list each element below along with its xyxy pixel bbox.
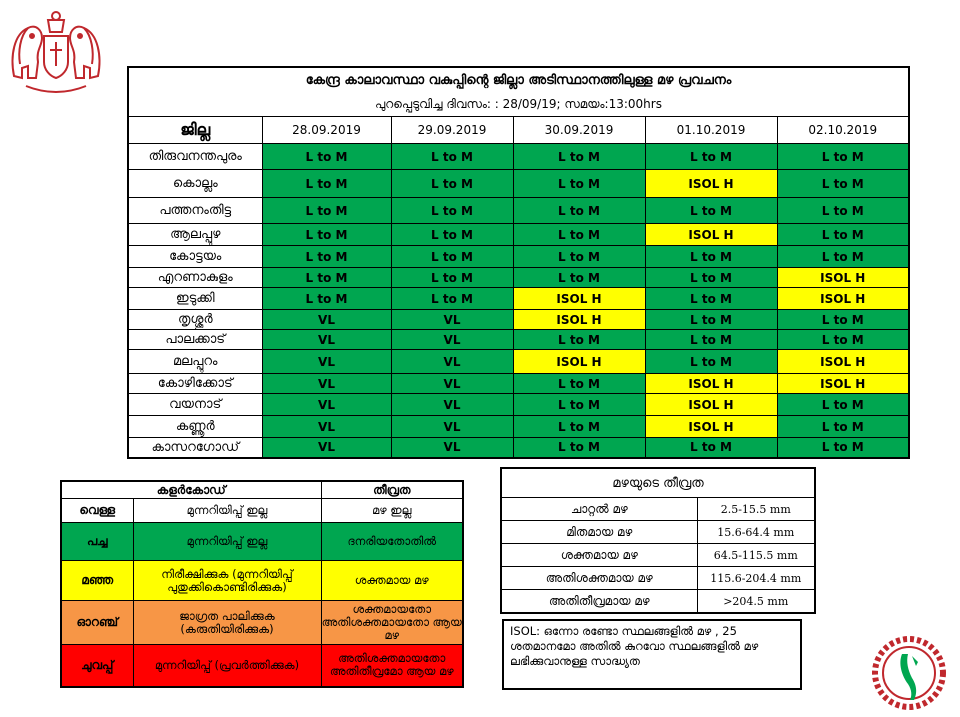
- forecast-cell: L to M: [645, 330, 777, 350]
- forecast-cell: L to M: [513, 246, 645, 268]
- isol-definition-note: ISOL: ഒന്നോ രണ്ടോ സ്ഥലങ്ങളിൽ മഴ , 25 ശതമാനമോ അതിൽ കുറവോ സ്ഥലങ്ങളിൽ മഴ ലഭിക്കുവാനുള്ള സാദ്ധ്യത: [502, 619, 802, 690]
- forecast-cell: L to M: [645, 350, 777, 374]
- intensity-row: [501, 544, 815, 567]
- forecast-cell: VL: [262, 310, 391, 330]
- forecast-cell: L to M: [513, 198, 645, 224]
- forecast-cell: L to M: [262, 170, 391, 198]
- forecast-row: [128, 438, 909, 458]
- color-name: മഞ്ഞ: [61, 561, 133, 601]
- forecast-cell: L to M: [391, 144, 513, 170]
- forecast-row: [128, 350, 909, 374]
- district-name: പത്തനംതിട്ട: [128, 198, 262, 224]
- color-code-legend-table: [60, 480, 464, 688]
- forecast-cell: L to M: [777, 198, 909, 224]
- date-header: 30.09.2019: [513, 117, 645, 144]
- forecast-cell: L to M: [391, 224, 513, 246]
- rain-severity: ശക്തമായ മഴ: [321, 561, 463, 601]
- forecast-cell: L to M: [391, 246, 513, 268]
- rain-severity: അതിശക്തമായതോ അതിതീവ്രമോ ആയ മഴ: [321, 645, 463, 687]
- date-header: 28.09.2019: [262, 117, 391, 144]
- forecast-row: [128, 374, 909, 394]
- intensity-row: [501, 590, 815, 614]
- district-name: കണ്ണൂർ: [128, 416, 262, 438]
- rain-category: ചാറ്റൽ മഴ: [501, 498, 697, 521]
- district-name: എറണാകുളം: [128, 268, 262, 288]
- forecast-cell: L to M: [645, 310, 777, 330]
- forecast-cell: L to M: [513, 170, 645, 198]
- district-name: കോഴിക്കോട്: [128, 374, 262, 394]
- disaster-management-authority-logo: [872, 636, 946, 710]
- forecast-cell: ISOL H: [645, 374, 777, 394]
- forecast-cell: VL: [391, 394, 513, 416]
- forecast-cell: L to M: [777, 330, 909, 350]
- date-header: 29.09.2019: [391, 117, 513, 144]
- forecast-cell: VL: [262, 350, 391, 374]
- forecast-cell: VL: [262, 330, 391, 350]
- forecast-rows: [128, 144, 909, 458]
- district-name: ആലപ്പുഴ: [128, 224, 262, 246]
- date-header: 02.10.2019: [777, 117, 909, 144]
- forecast-cell: L to M: [262, 288, 391, 310]
- rain-category: ശക്തമായ മഴ: [501, 544, 697, 567]
- forecast-cell: L to M: [262, 224, 391, 246]
- forecast-cell: VL: [262, 394, 391, 416]
- forecast-row: [128, 144, 909, 170]
- forecast-cell: VL: [262, 438, 391, 458]
- severity-header: തീവ്രത: [321, 481, 463, 499]
- forecast-cell: L to M: [391, 268, 513, 288]
- forecast-row: [128, 246, 909, 268]
- forecast-cell: L to M: [645, 288, 777, 310]
- forecast-cell: VL: [391, 330, 513, 350]
- forecast-cell: L to M: [513, 438, 645, 458]
- forecast-cell: VL: [391, 350, 513, 374]
- forecast-cell: L to M: [777, 438, 909, 458]
- forecast-cell: L to M: [391, 170, 513, 198]
- forecast-row: [128, 198, 909, 224]
- forecast-cell: L to M: [262, 144, 391, 170]
- color-code-row: [61, 645, 463, 687]
- rain-intensity-table: [500, 467, 816, 614]
- alert-meaning: മുന്നറിയിപ്പ് (പ്രവർത്തിക്കുക): [133, 645, 321, 687]
- forecast-cell: L to M: [645, 246, 777, 268]
- intensity-row: [501, 521, 815, 544]
- district-name: പാലക്കാട്: [128, 330, 262, 350]
- district-name: വയനാട്: [128, 394, 262, 416]
- forecast-cell: L to M: [513, 144, 645, 170]
- forecast-cell: L to M: [777, 416, 909, 438]
- forecast-title: കേന്ദ്ര കാലാവസ്ഥാ വകുപ്പിന്റെ ജില്ലാ അടിസ്ഥാനത്തിലുള്ള മഴ പ്രവചനം: [128, 67, 909, 92]
- issued-date-time: പുറപ്പെടുവിച്ച ദിവസം: : 28/09/19; സമയം:13:00hrs: [128, 92, 909, 117]
- forecast-cell: L to M: [777, 170, 909, 198]
- forecast-cell: L to M: [777, 224, 909, 246]
- forecast-cell: ISOL H: [513, 288, 645, 310]
- forecast-cell: L to M: [513, 330, 645, 350]
- intensity-rows: [501, 498, 815, 614]
- forecast-cell: ISOL H: [777, 374, 909, 394]
- forecast-row: [128, 288, 909, 310]
- district-name: കോട്ടയം: [128, 246, 262, 268]
- forecast-cell: VL: [391, 374, 513, 394]
- district-name: തൃശ്ശൂർ: [128, 310, 262, 330]
- forecast-cell: L to M: [777, 394, 909, 416]
- district-name: മലപ്പുറം: [128, 350, 262, 374]
- rain-severity: ശക്തമായതോ അതിശക്തമായതോ ആയ മഴ: [321, 601, 463, 645]
- forecast-cell: L to M: [391, 288, 513, 310]
- forecast-cell: L to M: [645, 144, 777, 170]
- district-column-header: ജില്ല: [128, 117, 262, 144]
- rain-range: 115.6-204.4 mm: [697, 567, 815, 590]
- forecast-cell: ISOL H: [777, 288, 909, 310]
- district-name: കാസറഗോഡ്: [128, 438, 262, 458]
- rain-category: മിതമായ മഴ: [501, 521, 697, 544]
- forecast-cell: ISOL H: [645, 170, 777, 198]
- color-code-header: കളർകോഡ്: [61, 481, 321, 499]
- color-code-row: [61, 561, 463, 601]
- forecast-cell: ISOL H: [645, 224, 777, 246]
- forecast-cell: VL: [391, 310, 513, 330]
- forecast-cell: L to M: [391, 198, 513, 224]
- forecast-cell: VL: [262, 416, 391, 438]
- forecast-cell: ISOL H: [777, 268, 909, 288]
- rain-range: 15.6-64.4 mm: [697, 521, 815, 544]
- forecast-row: [128, 170, 909, 198]
- alert-meaning: മുന്നറിയിപ്പ് ഇല്ല: [133, 523, 321, 561]
- forecast-cell: L to M: [513, 416, 645, 438]
- date-header: 01.10.2019: [645, 117, 777, 144]
- forecast-cell: L to M: [513, 394, 645, 416]
- forecast-row: [128, 330, 909, 350]
- forecast-cell: L to M: [645, 438, 777, 458]
- forecast-row: [128, 394, 909, 416]
- forecast-row: [128, 416, 909, 438]
- rainfall-forecast-table: [127, 66, 910, 459]
- forecast-cell: L to M: [645, 268, 777, 288]
- forecast-row: [128, 268, 909, 288]
- alert-meaning: ജാഗ്രത പാലിക്കുക (കരുതിയിരിക്കുക): [133, 601, 321, 645]
- color-code-row: [61, 601, 463, 645]
- intensity-row: [501, 567, 815, 590]
- forecast-cell: ISOL H: [513, 350, 645, 374]
- forecast-cell: VL: [391, 438, 513, 458]
- district-name: ഇടുക്കി: [128, 288, 262, 310]
- color-name: ചുവപ്പ്: [61, 645, 133, 687]
- forecast-cell: L to M: [262, 246, 391, 268]
- rain-category: അതിതീവ്രമായ മഴ: [501, 590, 697, 614]
- forecast-cell: VL: [391, 416, 513, 438]
- color-code-row: [61, 499, 463, 523]
- forecast-row: [128, 310, 909, 330]
- rain-range: 2.5-15.5 mm: [697, 498, 815, 521]
- rain-category: അതിശക്തമായ മഴ: [501, 567, 697, 590]
- color-name: പച്ച: [61, 523, 133, 561]
- color-name: വെള്ള: [61, 499, 133, 523]
- forecast-cell: L to M: [777, 246, 909, 268]
- forecast-cell: L to M: [513, 224, 645, 246]
- color-code-rows: [61, 499, 463, 687]
- forecast-cell: L to M: [513, 268, 645, 288]
- rain-range: 64.5-115.5 mm: [697, 544, 815, 567]
- forecast-cell: VL: [262, 374, 391, 394]
- alert-meaning: നിരീക്ഷിക്കുക (മുന്നറിയിപ്പ് പുതുക്കികൊണ്ടിരിക്കുക): [133, 561, 321, 601]
- forecast-cell: L to M: [262, 268, 391, 288]
- rain-intensity-header: മഴയുടെ തീവ്രത: [501, 468, 815, 498]
- forecast-cell: L to M: [777, 310, 909, 330]
- forecast-cell: L to M: [645, 198, 777, 224]
- intensity-row: [501, 498, 815, 521]
- forecast-cell: ISOL H: [513, 310, 645, 330]
- kerala-emblem-logo: [6, 6, 106, 98]
- forecast-row: [128, 224, 909, 246]
- forecast-cell: L to M: [513, 374, 645, 394]
- forecast-cell: ISOL H: [645, 416, 777, 438]
- forecast-cell: L to M: [262, 198, 391, 224]
- forecast-cell: L to M: [777, 144, 909, 170]
- color-code-row: [61, 523, 463, 561]
- district-name: കൊല്ലം: [128, 170, 262, 198]
- alert-meaning: മുന്നറിയിപ്പ് ഇല്ല: [133, 499, 321, 523]
- forecast-cell: ISOL H: [645, 394, 777, 416]
- rain-severity: ദനരിയതോതിൽ: [321, 523, 463, 561]
- forecast-cell: ISOL H: [777, 350, 909, 374]
- color-name: ഓറഞ്ച്: [61, 601, 133, 645]
- district-name: തിരുവനന്തപുരം: [128, 144, 262, 170]
- rain-severity: മഴ ഇല്ല: [321, 499, 463, 523]
- rain-range: >204.5 mm: [697, 590, 815, 614]
